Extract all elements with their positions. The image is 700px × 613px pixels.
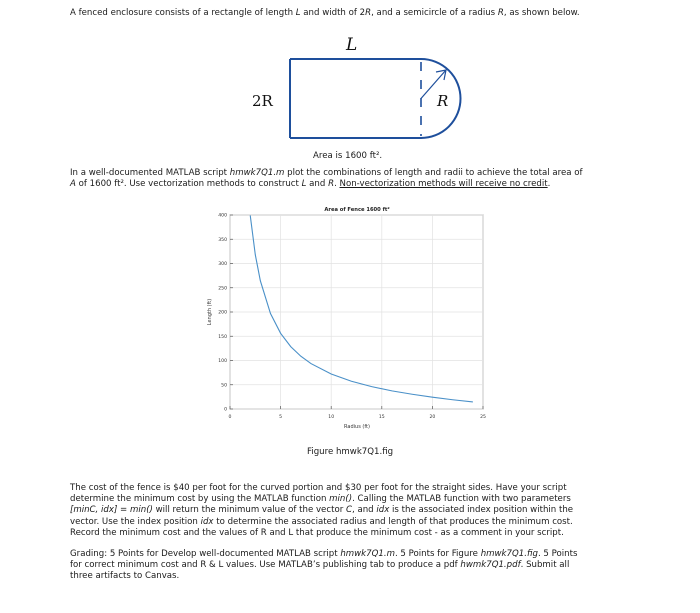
grading-paragraph: Grading: 5 Points for Develop well-documented MATLAB script hmwk7Q1.m. 5 Points for Figure hmwk7Q1.fig. 5 Points for correct minimum cost and R & L values. Use MATLAB’s publishing tab to produce a pdf hwmk7Q1.pdf. Submit all three artifacts to Canvas. [70,549,578,582]
y-tick-label: 150 [218,334,227,340]
y-tick-label: 250 [218,286,227,292]
length-label: L [346,35,358,55]
instructions-paragraph: In a well-documented MATLAB script hmwk7Q1.m plot the combinations of length and radii to achieve the total area of A of 1600 ft². Use vectorization methods to construct L and R. Non-vectorization methods will receive no credit. [70,168,583,190]
x-tick-label: 0 [228,415,232,420]
chart-xlabel: Radius (ft) [344,424,370,430]
y-tick-label: 100 [218,359,227,365]
y-tick-label: 50 [221,383,227,389]
area-caption: Area is 1600 ft². [313,151,383,161]
y-tick-label: 300 [218,262,227,268]
x-tick-label: 5 [279,415,283,420]
length-vs-radius-chart [200,196,500,436]
intro-line: A fenced enclosure consists of a rectangle of length L and width of 2R, and a semicircle of a radius R, as shown below. [70,8,580,18]
x-tick-label: 10 [328,415,335,420]
y-tick-label: 400 [218,213,227,219]
cost-paragraph: The cost of the fence is $40 per foot for the curved portion and $30 per foot for the straight sides. Have your script determine the minimum cost by using the MATLAB function min(). Calling the MATLAB function with two parameters [minC, idx] = min() will return the minimum value of the vector C, and idx is the associated index position within the vector. Use the index position idx to determine the associated radius and length of that produces the minimum cost. Record the minimum cost and the values of R and L that produce the minimum cost - as a comment in your script. [70,483,574,538]
rectangle-shape [290,59,421,138]
x-tick-label: 15 [378,415,385,420]
x-tick-label: 20 [429,415,436,420]
y-tick-label: 200 [218,310,227,316]
no-credit-warning: Non-vectorization methods will receive no credit [339,179,548,190]
chart-title: Area of Fence 1600 ft² [324,207,390,213]
width-label: 2R [252,92,273,110]
y-tick-label: 350 [218,237,227,243]
figure-caption: Figure hmwk7Q1.fig [307,447,394,457]
chart-ylabel: Length (ft) [207,298,213,326]
enclosure-diagram [0,0,700,150]
y-tick-label: 0 [224,407,227,413]
x-tick-label: 25 [480,415,486,420]
radius-label: R [437,92,449,110]
